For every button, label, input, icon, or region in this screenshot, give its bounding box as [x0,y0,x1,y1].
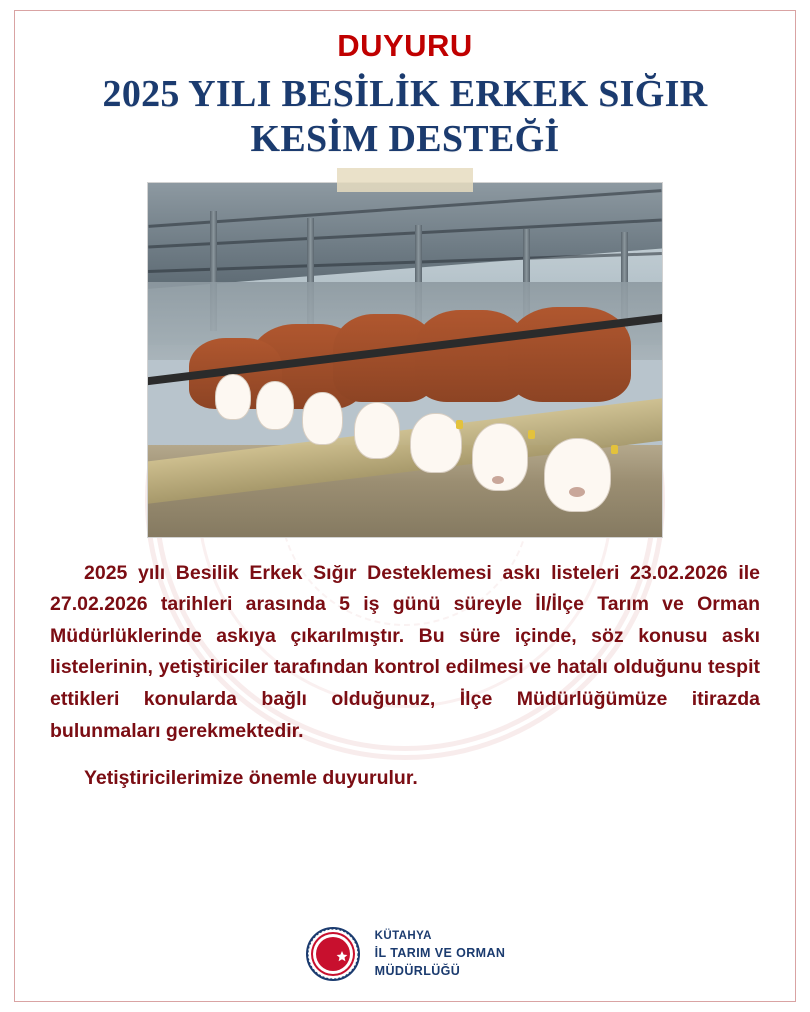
closing-line [50,763,760,794]
photo-cow-head [215,374,251,420]
footer-line-2: İL TARIM VE ORMAN [374,946,506,961]
announcement-paragraph [50,558,760,747]
page-title [44,72,766,162]
page-title-line-2: KESİM DESTEĞİ [250,117,560,160]
photo-container [147,182,663,538]
cattle-barn-photo [147,182,663,538]
announcement-label: DUYURU [337,28,473,63]
tape-strip [337,168,473,192]
photo-cow-head [354,402,400,459]
paragraph-text: 2025 yılı Besilik Erkek Sığır Desteklemesi askı listeleri 23.02.2026 ile 27.02.2026 tarihleri arasında 5 iş günü süreyle İl/İlçe Tarım ve Orman Müdürlüklerinde askıya çıkarılmıştır. Bu süre içinde, söz konusu askı listelerinin, yetiştiriciler tarafından kontrol edilmesi ve hatalı olduğunu tespit ettikleri konularda bağlı olduğunuz, İlçe Müdürlüğümüze itirazda bulunmaları gerekmektedir. [50,561,760,742]
ministry-crest-icon [305,926,361,982]
photo-ear-tag [456,420,463,429]
photo-cow-head [410,413,461,473]
closing-text: Yetiştiricilerimize önemle duyurulur. [84,767,418,790]
footer [0,926,810,982]
photo-cow-head [544,438,611,512]
photo-cow-head [256,381,295,431]
photo-ear-tag [528,430,535,439]
page-title-line-1: 2025 YILI BESİLİK ERKEK SIĞIR [102,73,708,115]
photo-cow-head [302,392,343,445]
footer-line-1: KÜTAHYA [374,929,432,942]
footer-line-3: MÜDÜRLÜĞÜ [374,964,461,979]
footer-organization [375,928,506,981]
photo-ear-tag [611,445,618,454]
